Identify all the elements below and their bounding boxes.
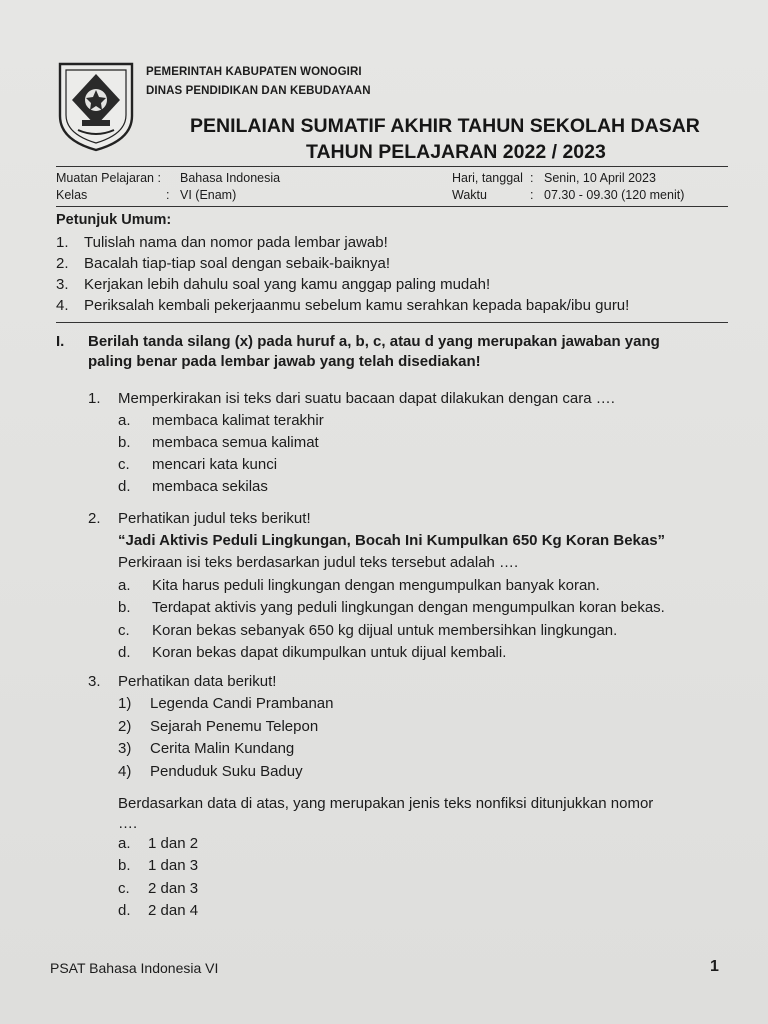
date-value: Senin, 10 April 2023 — [544, 171, 656, 185]
page-number: 1 — [710, 958, 719, 975]
option-text: 2 dan 4 — [148, 902, 199, 919]
option-letter: d. — [118, 478, 131, 495]
item-number: 2. — [56, 255, 69, 272]
option-letter: d. — [118, 902, 131, 919]
option-letter: b. — [118, 599, 131, 616]
academic-year: TAHUN PELAJARAN 2022 / 2023 — [306, 141, 606, 163]
option-letter: b. — [118, 434, 131, 451]
option-text: Koran bekas dapat dikumpulkan untuk dijual kembali. — [152, 644, 507, 661]
instructions-divider — [56, 322, 728, 323]
option-text: Koran bekas sebanyak 650 kg dijual untuk membersihkan lingkungan. — [152, 622, 618, 639]
question-number: 3. — [88, 673, 101, 690]
class-label: Kelas — [56, 188, 88, 202]
header-divider — [56, 166, 728, 167]
question-prompt: Perkiraan isi teks berdasarkan judul teks tersebut adalah …. — [118, 554, 519, 571]
section-instruction-line-1: Berilah tanda silang (x) pada huruf a, b, c, atau d yang merupakan jawaban yang — [88, 333, 660, 350]
option-letter: c. — [118, 880, 130, 897]
time-value: 07.30 - 09.30 (120 menit) — [544, 188, 685, 202]
question-text: Memperkirakan isi teks dari suatu bacaan dapat dilakukan dengan cara …. — [118, 390, 615, 407]
item-text: Tulislah nama dan nomor pada lembar jawab! — [84, 234, 388, 251]
question-number: 1. — [88, 390, 101, 407]
option-text: membaca sekilas — [152, 478, 268, 495]
class-value: VI (Enam) — [180, 188, 237, 202]
item-number: 1. — [56, 234, 69, 251]
option-letter: c. — [118, 622, 130, 639]
data-item-number: 1) — [118, 695, 132, 712]
general-instructions-title: Petunjuk Umum: — [56, 212, 172, 228]
time-label: Waktu — [452, 188, 487, 202]
institution-line-1: PEMERINTAH KABUPATEN WONOGIRI — [146, 66, 362, 78]
item-text: Periksalah kembali pekerjaanmu sebelum kamu serahkan kepada bapak/ibu guru! — [84, 297, 630, 314]
exam-title: PENILAIAN SUMATIF AKHIR TAHUN SEKOLAH DASAR — [190, 115, 700, 137]
option-text: 1 dan 2 — [148, 835, 199, 852]
data-item-text: Penduduk Suku Baduy — [150, 763, 303, 780]
option-letter: c. — [118, 456, 130, 473]
question-text: Perhatikan data berikut! — [118, 673, 277, 690]
section-number: I. — [56, 333, 65, 350]
option-text: membaca kalimat terakhir — [152, 412, 324, 429]
data-item-text: Legenda Candi Prambanan — [150, 695, 334, 712]
option-letter: d. — [118, 644, 131, 661]
data-item-text: Cerita Malin Kundang — [150, 740, 295, 757]
question-prompt: Berdasarkan data di atas, yang merupakan jenis teks nonfiksi ditunjukkan nomor — [118, 795, 654, 812]
info-divider — [56, 206, 728, 207]
option-letter: a. — [118, 577, 131, 594]
option-text: 1 dan 3 — [148, 857, 199, 874]
option-letter: a. — [118, 835, 131, 852]
item-text: Bacalah tiap-tiap soal dengan sebaik-baiknya! — [84, 255, 391, 272]
data-item-text: Sejarah Penemu Telepon — [150, 718, 319, 735]
data-item-number: 2) — [118, 718, 132, 735]
option-text: 2 dan 3 — [148, 880, 199, 897]
option-text: membaca semua kalimat — [152, 434, 319, 451]
question-prompt-continued: …. — [118, 815, 138, 832]
question-text: Perhatikan judul teks berikut! — [118, 510, 311, 527]
date-separator: : — [530, 171, 534, 185]
subject-label: Muatan Pelajaran : — [56, 171, 161, 185]
footer-label: PSAT Bahasa Indonesia VI — [50, 960, 219, 976]
date-label: Hari, tanggal — [452, 171, 523, 185]
option-text: mencari kata kunci — [152, 456, 278, 473]
section-instruction-line-2: paling benar pada lembar jawab yang telah disediakan! — [88, 353, 481, 370]
item-number: 3. — [56, 276, 69, 293]
subject-value: Bahasa Indonesia — [180, 171, 281, 185]
question-number: 2. — [88, 510, 101, 527]
option-text: Terdapat aktivis yang peduli lingkungan dengan mengumpulkan koran bekas. — [152, 599, 665, 616]
option-text: Kita harus peduli lingkungan dengan mengumpulkan banyak koran. — [152, 577, 600, 594]
option-letter: a. — [118, 412, 131, 429]
institution-line-2: DINAS PENDIDIKAN DAN KEBUDAYAAN — [146, 85, 371, 97]
time-separator: : — [530, 188, 534, 202]
data-item-number: 4) — [118, 763, 132, 780]
item-number: 4. — [56, 297, 69, 314]
class-separator: : — [166, 188, 170, 202]
wonogiri-regency-crest-icon — [56, 60, 136, 152]
data-item-number: 3) — [118, 740, 132, 757]
headline-quote: “Jadi Aktivis Peduli Lingkungan, Bocah Ini Kumpulkan 650 Kg Koran Bekas” — [118, 532, 666, 549]
item-text: Kerjakan lebih dahulu soal yang kamu anggap paling mudah! — [84, 276, 491, 293]
option-letter: b. — [118, 857, 131, 874]
